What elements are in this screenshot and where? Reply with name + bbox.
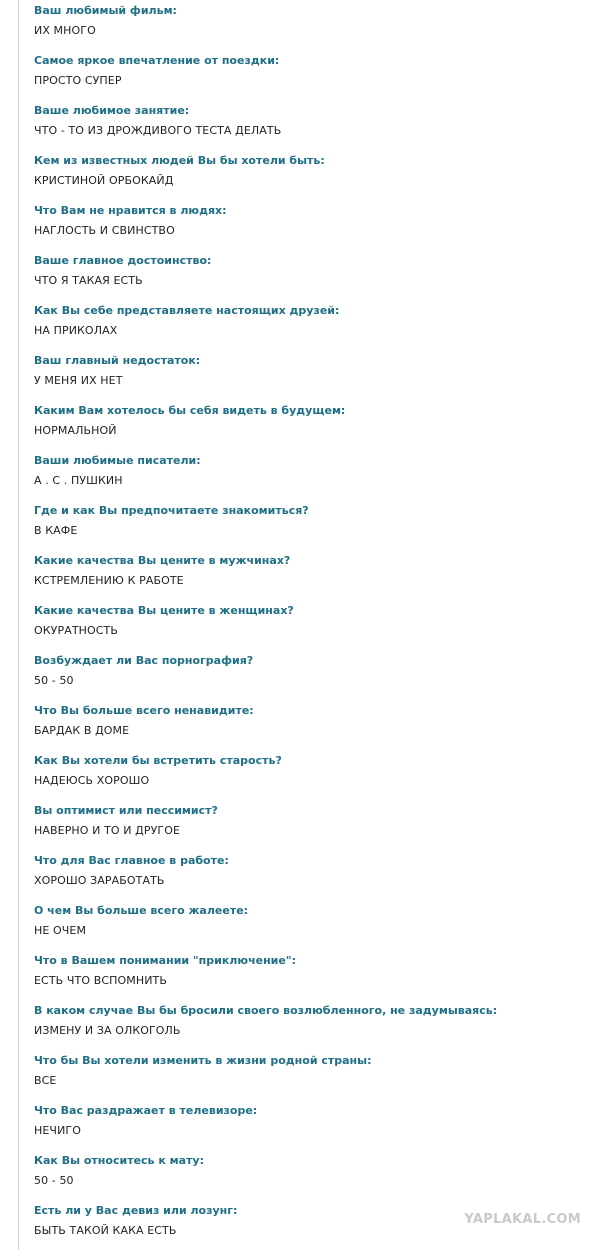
question-label: Как Вы себе представляете настоящих друзей: [34, 304, 340, 317]
qa-item [34, 0, 607, 50]
question-label: Есть ли у Вас девиз или лозунг: [34, 1204, 238, 1217]
qa-item [34, 400, 607, 450]
question-label: Как Вы хотели бы встретить старость? [34, 754, 282, 767]
answer-text: ОКУРАТНОСТЬ [34, 624, 119, 637]
qa-item [34, 900, 607, 950]
question-label: Что Вам не нравится в людях: [34, 204, 227, 217]
question-label: Вы оптимист или пессимист? [34, 804, 218, 817]
answer-text: НАВЕРНО И ТО И ДРУГОЕ [34, 824, 181, 837]
answer-text: КСТРЕМЛЕНИЮ К РАБОТЕ [34, 574, 184, 587]
site-watermark: YAPLAKAL.COM [464, 1212, 581, 1227]
question-label: Что Вы больше всего ненавидите: [34, 704, 254, 717]
answer-text: ЧТО - ТО ИЗ ДРОЖДИВОГО ТЕСТА ДЕЛАТЬ [34, 124, 282, 137]
qa-item [34, 1100, 607, 1150]
answer-text: БАРДАК В ДОМЕ [34, 724, 130, 737]
qa-item [34, 450, 607, 500]
question-label: Каким Вам хотелось бы себя видеть в будущем: [34, 404, 346, 417]
answer-text: НОРМАЛЬНОЙ [34, 424, 117, 437]
question-label: Какие качества Вы цените в мужчинах? [34, 554, 291, 567]
question-label: Где и как Вы предпочитаете знакомиться? [34, 504, 309, 517]
question-label: Что бы Вы хотели изменить в жизни родной страны: [34, 1054, 372, 1067]
left-border-line [18, 0, 19, 1250]
qa-item [34, 800, 607, 850]
question-label: Ваши любимые писатели: [34, 454, 201, 467]
qa-item [34, 250, 607, 300]
qa-item [34, 200, 607, 250]
questionnaire-list [34, 0, 607, 1250]
qa-item [34, 650, 607, 700]
qa-item [34, 950, 607, 1000]
question-label: Ваш главный недостаток: [34, 354, 201, 367]
answer-text: НЕЧИГО [34, 1124, 81, 1137]
answer-text: ИЗМЕНУ И ЗА ОЛКОГОЛЬ [34, 1024, 181, 1037]
answer-text: ВСЕ [34, 1074, 57, 1087]
question-label: Что в Вашем понимании "приключение": [34, 954, 296, 967]
qa-item [34, 1050, 607, 1100]
question-label: Ваш любимый фильм: [34, 4, 177, 17]
question-label: Ваше любимое занятие: [34, 104, 190, 117]
answer-text: НАГЛОСТЬ И СВИНСТВО [34, 224, 175, 237]
qa-item [34, 1000, 607, 1050]
qa-item [34, 850, 607, 900]
qa-item [34, 600, 607, 650]
question-label: Что для Вас главное в работе: [34, 854, 229, 867]
question-label: Как Вы относитесь к мату: [34, 1154, 204, 1167]
answer-text: ХОРОШО ЗАРАБОТАТЬ [34, 874, 165, 887]
answer-text: ПРОСТО СУПЕР [34, 74, 122, 87]
answer-text: БЫТЬ ТАКОЙ КАКА ЕСТЬ [34, 1224, 177, 1237]
answer-text: У МЕНЯ ИХ НЕТ [34, 374, 123, 387]
answer-text: НЕ ОЧЕМ [34, 924, 87, 937]
question-label: Что Вас раздражает в телевизоре: [34, 1104, 258, 1117]
qa-item [34, 100, 607, 150]
answer-text: В КАФЕ [34, 524, 78, 537]
answer-text: 50 - 50 [34, 1174, 74, 1187]
question-label: О чем Вы больше всего жалеете: [34, 904, 249, 917]
question-label: Самое яркое впечатление от поездки: [34, 54, 280, 67]
qa-item [34, 500, 607, 550]
qa-item [34, 550, 607, 600]
qa-item [34, 700, 607, 750]
qa-item [34, 300, 607, 350]
answer-text: ЕСТЬ ЧТО ВСПОМНИТЬ [34, 974, 168, 987]
qa-item [34, 750, 607, 800]
question-label: Какие качества Вы цените в женщинах? [34, 604, 294, 617]
question-label: В каком случае Вы бы бросили своего возлюбленного, не задумываясь: [34, 1004, 498, 1017]
answer-text: ИХ МНОГО [34, 24, 96, 37]
answer-text: КРИСТИНОЙ ОРБОКАЙД [34, 174, 174, 187]
question-label: Возбуждает ли Вас порнография? [34, 654, 254, 667]
answer-text: ЧТО Я ТАКАЯ ЕСТЬ [34, 274, 143, 287]
answer-text: А . С . ПУШКИН [34, 474, 123, 487]
answer-text: НА ПРИКОЛАХ [34, 324, 118, 337]
question-label: Ваше главное достоинство: [34, 254, 212, 267]
qa-item [34, 150, 607, 200]
question-label: Кем из известных людей Вы бы хотели быть: [34, 154, 325, 167]
qa-item [34, 50, 607, 100]
answer-text: 50 - 50 [34, 674, 74, 687]
answer-text: НАДЕЮСЬ ХОРОШО [34, 774, 150, 787]
qa-item [34, 350, 607, 400]
qa-item [34, 1150, 607, 1200]
